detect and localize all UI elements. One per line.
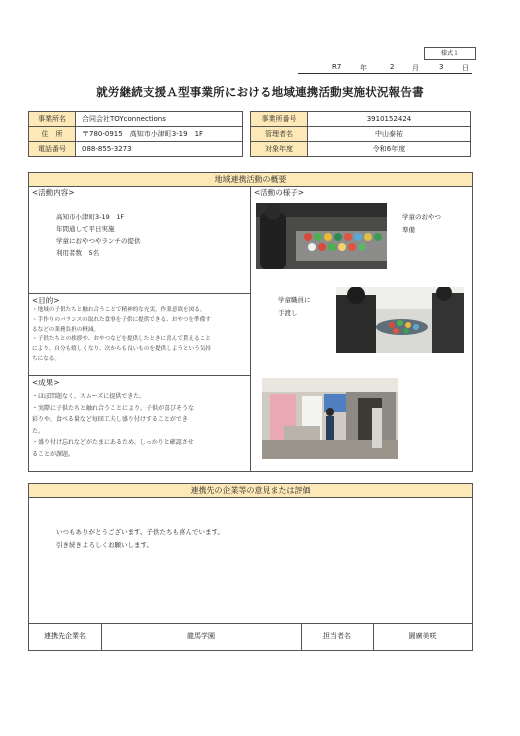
result-line: ることが課題。 [32,450,75,458]
manager-value: 中山泰祐 [308,127,471,142]
partner-value: 龍馬学園 [187,632,215,640]
purpose-heading: <目的> [32,296,60,305]
date-day-unit: 日 [462,64,469,72]
result-divider [29,375,250,376]
company-name-label: 事業所名 [29,112,76,127]
report-date [298,63,472,74]
phone-label: 電話番号 [29,142,76,157]
content-line: 利用者数 5名 [56,249,100,257]
caption-snack-prep [402,211,441,237]
purpose-line: ・手作りのバランスの取れた食事を子供に提供できる、おやつを準備す [32,316,211,323]
date-month: 2 [390,63,395,71]
form-label: 様式１ [424,47,476,60]
feedback-line: 引き続きよろしくお願いします。 [56,541,153,549]
purpose-lines [32,306,248,365]
result-line: 彩りや、食べる量など毎回工夫し盛り付けすることができ [32,416,188,423]
result-line: ・盛り付け忘れなどがたまにあるため、しっかりと確認させ [32,439,194,446]
caption-line: 準備 [402,226,415,234]
result-lines [32,391,248,460]
address-label: 住 所 [29,127,76,142]
date-day: 3 [439,63,444,71]
feedback-lines [56,526,224,552]
purpose-line: ・子供たちとの挨拶や、おやつなどを提供したときに喜んで貰えること [32,336,211,343]
address-value: 〒780-0915 高知市小津町3-19 1F [76,127,243,142]
caption-line: 手渡し [278,309,298,317]
feedback-line: いつもありがとうございます。子供たちも喜んでいます。 [56,528,224,536]
caption-line: 学童職員に [278,296,311,304]
result-line: た。 [32,427,45,435]
result-line: ・実際に子供たちと触れ合うことにより、子供が喜びそうな [32,404,195,412]
caption-line: 学童のおやつ [402,213,441,221]
feedback-header: 連携先の企業等の意見または評価 [29,484,472,498]
office-info-table [250,111,471,157]
date-year: R7 [332,63,342,71]
classroom-photo [262,378,398,459]
content-line: 年間通して平日実施 [56,225,115,233]
office-number-label: 事業所番号 [251,112,308,127]
purpose-line: るなどの業務負担の軽減。 [32,326,100,333]
content-line: 高知市小津町3-19 1F [56,213,125,221]
partner-label: 連携先企業名 [44,632,86,640]
purpose-divider [29,293,250,294]
person-label: 担当者名 [323,632,351,640]
snack-prep-photo [256,203,387,269]
content-line: 学童におやつやランチの提供 [56,237,141,245]
purpose-line: ・地域の子供たちと触れ合うことで精神的な充実、作業意欲を図る。 [32,307,206,313]
phone-value: 088-855-3273 [76,142,243,157]
overview-header: 地域連携活動の概要 [29,173,472,187]
person-value: 園廣美咲 [408,632,437,640]
date-month-unit: 月 [412,64,419,72]
result-heading: <成果> [32,378,60,387]
activity-overview-panel [28,172,473,472]
purpose-line: ちになる。 [32,355,60,362]
content-lines [56,211,141,259]
hand-over-photo [336,287,464,353]
target-year-label: 対象年度 [251,142,308,157]
office-number-value: 3910152424 [308,112,471,127]
content-heading: <活動内容> [32,188,75,197]
photo-heading: <活動の様子> [254,188,305,197]
partner-feedback-panel [28,483,473,651]
column-divider [250,186,251,471]
page-title: 就労継続支援Ａ型事業所における地域連携活動実施状況報告書 [96,85,424,99]
company-info-table [28,111,243,157]
caption-hand-over [278,294,311,320]
manager-label: 管理者名 [251,127,308,142]
date-year-unit: 年 [360,64,367,72]
result-line: ・ほぼ問題なく、スムーズに提供できた。 [32,393,146,400]
company-name-value: 合同会社TOYconnections [76,112,243,127]
target-year-value: 令和6年度 [308,142,471,157]
purpose-line: により、自分も嬉しくなり、次からも良いものを提供しようという気持 [32,346,212,353]
